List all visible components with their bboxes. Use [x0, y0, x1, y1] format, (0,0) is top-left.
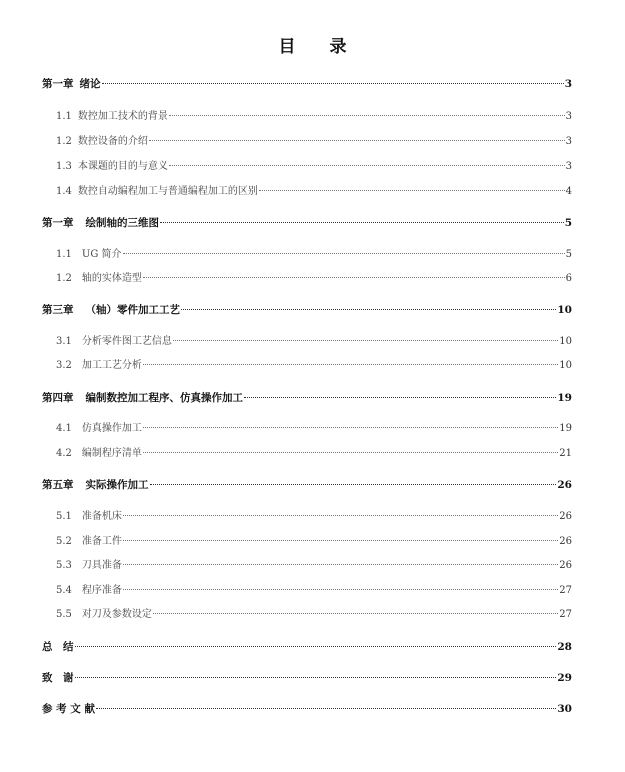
toc-entry-title [56, 109, 168, 125]
toc-entry-label: 数控自动编程加工与普通编程加工的区别 [77, 186, 258, 197]
toc-section-entry[interactable] [56, 509, 572, 525]
dot-leader [75, 646, 557, 647]
toc-entry-number: 1.3 [56, 161, 72, 172]
toc-section-entry[interactable] [56, 446, 572, 462]
toc-entry-title [42, 670, 74, 686]
toc-page-number: 10 [559, 336, 572, 347]
dot-leader [160, 222, 564, 223]
toc-entry-label: 总 结 [42, 641, 74, 653]
toc-entry-number: 第一章 [42, 78, 74, 90]
toc-title: 目 录 [278, 37, 361, 57]
toc-entry-title [56, 271, 142, 287]
dot-leader [153, 613, 558, 614]
dot-leader [149, 140, 565, 141]
dot-leader [244, 397, 556, 398]
toc-chapter-entry[interactable] [42, 76, 572, 92]
toc-entry-number: 4.1 [56, 423, 72, 434]
toc-page-number: 26 [557, 479, 572, 491]
toc-entry-number: 第三章 [42, 304, 74, 316]
dot-leader [169, 115, 565, 116]
toc-page-number: 5 [565, 249, 572, 260]
dot-leader [102, 83, 564, 84]
dot-leader [143, 452, 558, 453]
dot-leader [123, 564, 558, 565]
toc-chapter-entry[interactable] [42, 390, 572, 406]
toc-entry-label: 程序准备 [81, 585, 122, 596]
toc-entry-label: 绪论 [79, 78, 101, 90]
toc-page-number: 3 [565, 161, 572, 172]
toc-page-number: 3 [565, 111, 572, 122]
toc-entry-title [42, 701, 95, 717]
toc-entry-label: 轴的实体造型 [81, 273, 142, 284]
toc-chapter-entry[interactable] [42, 215, 572, 231]
toc-section-entry[interactable] [56, 247, 572, 263]
toc-entry-number: 1.2 [56, 273, 72, 284]
toc-chapter-entry[interactable] [42, 477, 572, 493]
dot-leader [123, 589, 558, 590]
toc-entry-title [56, 358, 142, 374]
toc-entry-title [56, 607, 152, 623]
toc-entry-label: （轴）零件加工工艺 [85, 304, 180, 316]
toc-page-number: 6 [565, 273, 572, 284]
toc-entry-title [42, 76, 101, 92]
toc-entry-title [56, 509, 122, 525]
toc-entry-label: 参 考 文 献 [42, 703, 95, 715]
toc-entry-number: 第五章 [42, 479, 74, 491]
toc-entry-number: 5.1 [56, 511, 72, 522]
toc-page-number: 26 [559, 536, 572, 547]
toc-entry-number: 3.2 [56, 360, 72, 371]
toc-page-number: 4 [565, 186, 572, 197]
toc-section-entry[interactable] [56, 271, 572, 287]
toc-chapter-entry[interactable] [42, 302, 572, 318]
toc-page-number: 19 [557, 392, 572, 404]
toc-page-number: 10 [557, 304, 572, 316]
toc-section-entry[interactable] [56, 159, 572, 175]
toc-chapter-entry[interactable] [42, 701, 572, 717]
toc-entry-number: 4.2 [56, 448, 72, 459]
dot-leader [143, 277, 565, 278]
toc-entry-title [56, 134, 148, 150]
toc-page-number: 19 [559, 423, 572, 434]
toc-section-entry[interactable] [56, 607, 572, 623]
dot-leader [173, 340, 558, 341]
toc-page-number: 29 [557, 672, 572, 684]
toc-section-entry[interactable] [56, 583, 572, 599]
toc-chapter-entry[interactable] [42, 670, 572, 686]
toc-page-number: 3 [564, 78, 572, 90]
toc-entry-label: UG 简介 [81, 249, 122, 260]
toc-entry-title [42, 390, 243, 406]
toc-entry-label: 绘制轴的三维图 [85, 217, 159, 229]
toc-page-number: 30 [557, 703, 572, 715]
dot-leader [169, 165, 565, 166]
toc-page-number: 26 [559, 511, 572, 522]
toc-section-entry[interactable] [56, 109, 572, 125]
toc-entry-number: 5.5 [56, 609, 72, 620]
toc-entry-title [56, 558, 122, 574]
toc-entry-title [56, 421, 142, 437]
toc-entry-number: 1.2 [56, 136, 72, 147]
toc-entry-label: 仿真操作加工 [81, 423, 142, 434]
toc-entry-number: 1.4 [56, 186, 72, 197]
toc-entry-label: 本课题的目的与意义 [77, 161, 168, 172]
dot-leader [143, 427, 558, 428]
dot-leader [75, 677, 557, 678]
toc-entry-title [56, 334, 172, 350]
toc-section-entry[interactable] [56, 134, 572, 150]
toc-entry-number: 5.2 [56, 536, 72, 547]
toc-section-entry[interactable] [56, 421, 572, 437]
toc-entry-title [42, 215, 159, 231]
toc-entry-number: 1.1 [56, 249, 72, 260]
dot-leader [181, 309, 556, 310]
toc-entry-label: 编制数控加工程序、仿真操作加工 [85, 392, 243, 404]
dot-leader [259, 190, 565, 191]
toc-entry-label: 准备工件 [81, 536, 122, 547]
toc-page-number: 21 [559, 448, 572, 459]
toc-entry-title [56, 159, 168, 175]
toc-entry-label: 致 谢 [42, 672, 74, 684]
toc-page-number: 28 [557, 641, 572, 653]
dot-leader [123, 515, 558, 516]
toc-entry-label: 实际操作加工 [85, 479, 149, 491]
toc-entry-number: 第一章 [42, 217, 74, 229]
dot-leader [150, 484, 557, 485]
dot-leader [123, 253, 565, 254]
toc-page-number: 10 [559, 360, 572, 371]
toc-entry-title [42, 639, 74, 655]
dot-leader [123, 540, 558, 541]
toc-page-number: 5 [564, 217, 572, 229]
toc-entry-title [56, 184, 258, 200]
toc-entry-number: 第四章 [42, 392, 74, 404]
toc-entry-title [56, 247, 122, 263]
toc-chapter-entry[interactable] [42, 639, 572, 655]
toc-entry-title [56, 583, 122, 599]
toc-page-number: 27 [559, 585, 572, 596]
toc-page-number: 26 [559, 560, 572, 571]
toc-entry-number: 1.1 [56, 111, 72, 122]
toc-section-entry[interactable] [56, 534, 572, 550]
toc-page-number: 3 [565, 136, 572, 147]
toc-entry-label: 数控加工技术的背景 [77, 111, 168, 122]
toc-entry-title [42, 302, 180, 318]
toc-entry-label: 对刀及参数设定 [81, 609, 152, 620]
toc-entry-title [42, 477, 149, 493]
toc-section-entry[interactable] [56, 184, 572, 200]
toc-section-entry[interactable] [56, 358, 572, 374]
toc-entry-label: 数控设备的介绍 [77, 136, 148, 147]
toc-page-number: 27 [559, 609, 572, 620]
toc-entry-label: 准备机床 [81, 511, 122, 522]
toc-section-entry[interactable] [56, 334, 572, 350]
dot-leader [143, 364, 558, 365]
toc-entry-number: 5.4 [56, 585, 72, 596]
toc-entry-label: 分析零件图工艺信息 [81, 336, 172, 347]
toc-entry-label: 刀具准备 [81, 560, 122, 571]
toc-entry-label: 编制程序清单 [81, 448, 142, 459]
toc-section-entry[interactable] [56, 558, 572, 574]
toc-entry-label: 加工工艺分析 [81, 360, 142, 371]
dot-leader [96, 708, 556, 709]
toc-entry-number: 5.3 [56, 560, 72, 571]
toc-entry-number: 3.1 [56, 336, 72, 347]
toc-entry-title [56, 534, 122, 550]
toc-entry-title [56, 446, 142, 462]
